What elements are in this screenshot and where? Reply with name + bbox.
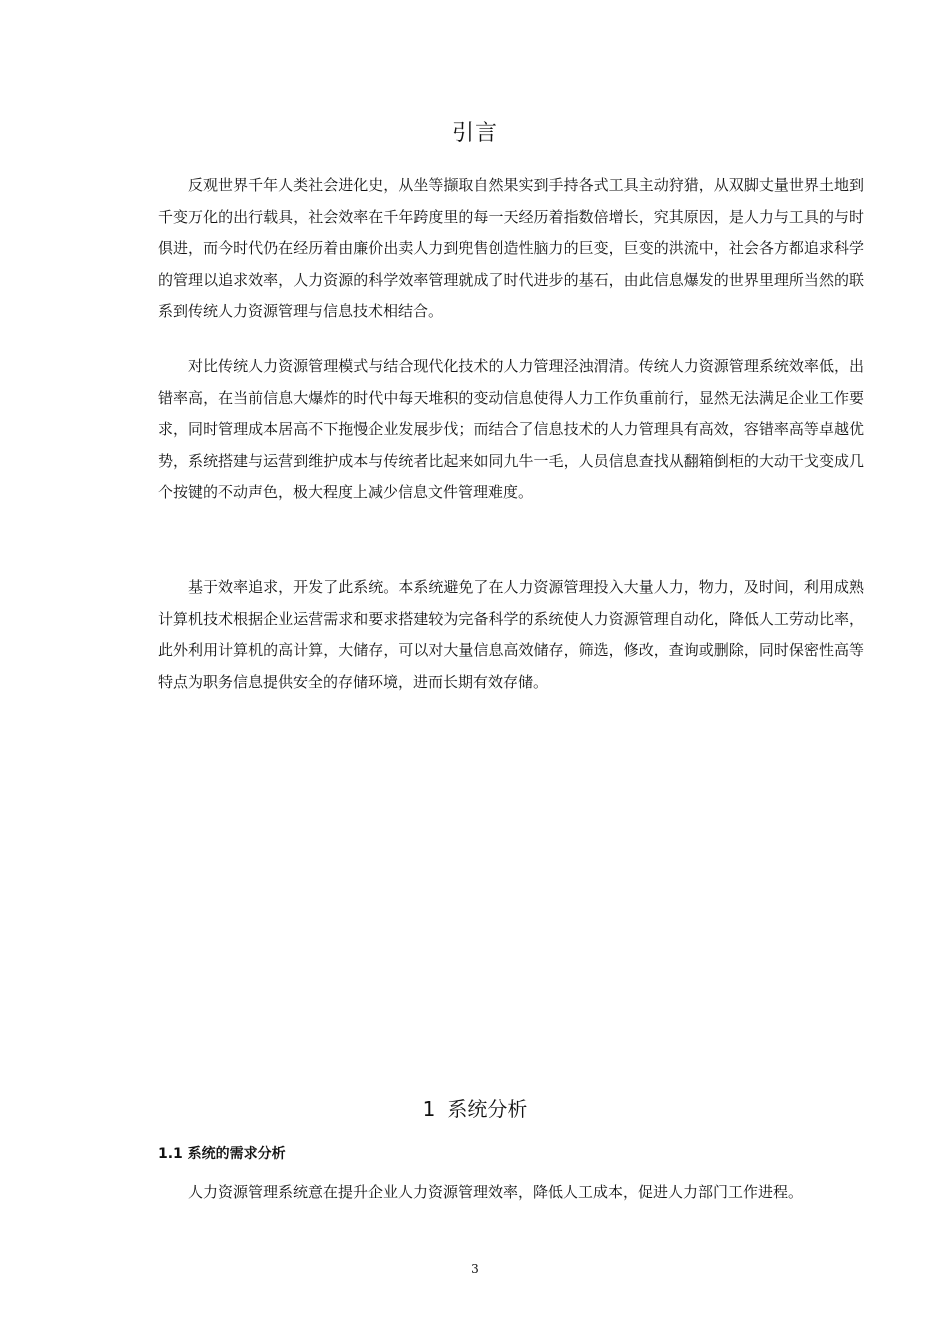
intro-paragraph-2: 对比传统人力资源管理模式与结合现代化技术的人力管理泾浊渭清。传统人力资源管理系统效率低，出错率高，在当前信息大爆炸的时代中每天堆积的变动信息使得人力工作负重前行，显然无法满足企业工作要求，同时管理成本居高不下拖慢企业发展步伐；而结合了信息技术的人力管理具有高效，容错率高等卓越优势，系统搭建与运营到维护成本与传统者比起来如同九牛一毛，人员信息查找从翻箱倒柜的大动干戈变成几个按键的不动声色，极大程度上减少信息文件管理难度。 [158,357,864,501]
intro-paragraph-3: 基于效率追求，开发了此系统。本系统避免了在人力资源管理投入大量人力，物力，及时间，利用成熟计算机技术根据企业运营需求和要求搭建较为完备科学的系统使人力资源管理自动化，降低人工劳动比率，此外利用计算机的高计算，大储存，可以对大量信息高效储存，筛选，修改，查询或删除，同时保密性高等特点为职务信息提供安全的存储环境，进而长期有效存储。 [158,578,864,691]
section-heading [0,1094,950,1124]
section-number: 1 [422,1097,436,1121]
subsection-paragraph: 人力资源管理系统意在提升企业人力资源管理效率，降低人工成本，促进人力部门工作进程。 [188,1183,804,1201]
intro-title: 引言 [451,121,498,146]
section-title: 系统分析 [447,1097,528,1121]
page-number: 3 [471,1262,479,1276]
subsection-heading: 1.1 系统的需求分析 [158,1146,286,1162]
intro-paragraph-1: 反观世界千年人类社会进化史，从坐等撷取自然果实到手持各式工具主动狩猎，从双脚丈量世界土地到千变万化的出行载具，社会效率在千年跨度里的每一天经历着指数倍增长，究其原因，是人力与工具的与时俱进，而今时代仍在经历着由廉价出卖人力到兜售创造性脑力的巨变，巨变的洪流中，社会各方都追求科学的管理以追求效率，人力资源的科学效率管理就成了时代进步的基石，由此信息爆发的世界里理所当然的联系到传统人力资源管理与信息技术相结合。 [158,176,864,320]
